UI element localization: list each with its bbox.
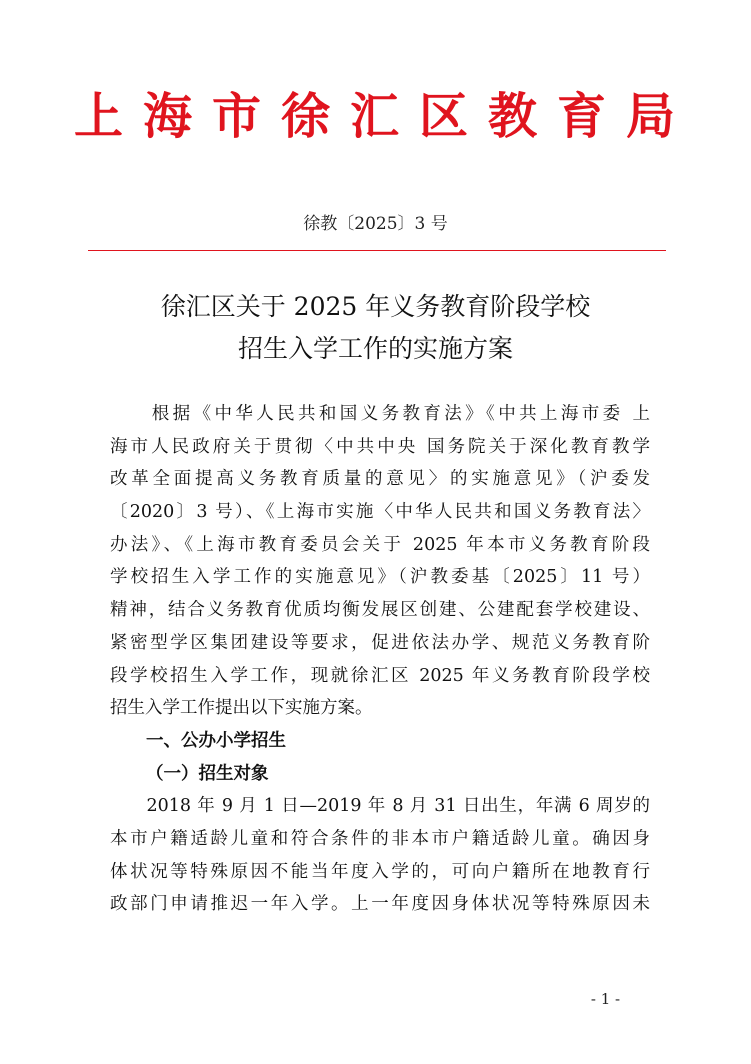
red-divider <box>88 250 666 251</box>
body-line: 本市户籍适龄儿童和符合条件的非本市户籍适龄儿童。确因身 <box>110 828 650 849</box>
body-line: 体状况等特殊原因不能当年度入学的，可向户籍所在地教育行 <box>110 861 650 882</box>
body-line: 招生入学工作提出以下实施方案。 <box>110 698 373 719</box>
document-number: 徐教〔2025〕3 号 <box>303 214 448 234</box>
body-line: 紧密型学区集团建设等要求，促进依法办学、规范义务教育阶 <box>110 632 650 653</box>
body-line: 2018 年 9 月 1 日—2019 年 8 月 31 日出生，年满 6 周岁的 <box>110 796 650 817</box>
body-line: 根据《中华人民共和国义务教育法》《中共上海市委 上 <box>110 404 650 424</box>
document-title <box>0 286 751 370</box>
body-line: 海市人民政府关于贯彻〈中共中央 国务院关于深化教育教学 <box>110 436 650 457</box>
body-line: 段学校招生入学工作，现就徐汇区 2025 年义务教育阶段学校 <box>110 665 650 686</box>
body-line: 办法》、《上海市教育委员会关于 2025 年本市义务教育阶段 <box>110 534 650 555</box>
body-line: 政部门申请推迟一年入学。上一年度因身体状况等特殊原因未 <box>110 894 650 915</box>
issuer-masthead: 上海市徐汇区教育局 <box>73 88 695 145</box>
section-heading: 一、公办小学招生 <box>146 730 286 751</box>
body-line: 学校招生入学工作的实施意见》（沪教委基〔2025〕11 号） <box>110 567 650 588</box>
title-line-2: 招生入学工作的实施方案 <box>237 334 513 363</box>
subsection-heading: （一）招生对象 <box>146 763 269 784</box>
body-line: 改革全面提高义务教育质量的意见〉的实施意见》（沪委发 <box>110 469 650 490</box>
page-number: - 1 - <box>590 990 621 1008</box>
document-body <box>110 398 650 921</box>
body-line: 精神，结合义务教育优质均衡发展区创建、公建配套学校建设、 <box>110 600 650 621</box>
body-line: 〔2020〕3 号）、《上海市实施〈中华人民共和国义务教育法〉 <box>110 502 650 523</box>
title-line-1: 徐汇区关于 2025 年义务教育阶段学校 <box>160 292 591 321</box>
